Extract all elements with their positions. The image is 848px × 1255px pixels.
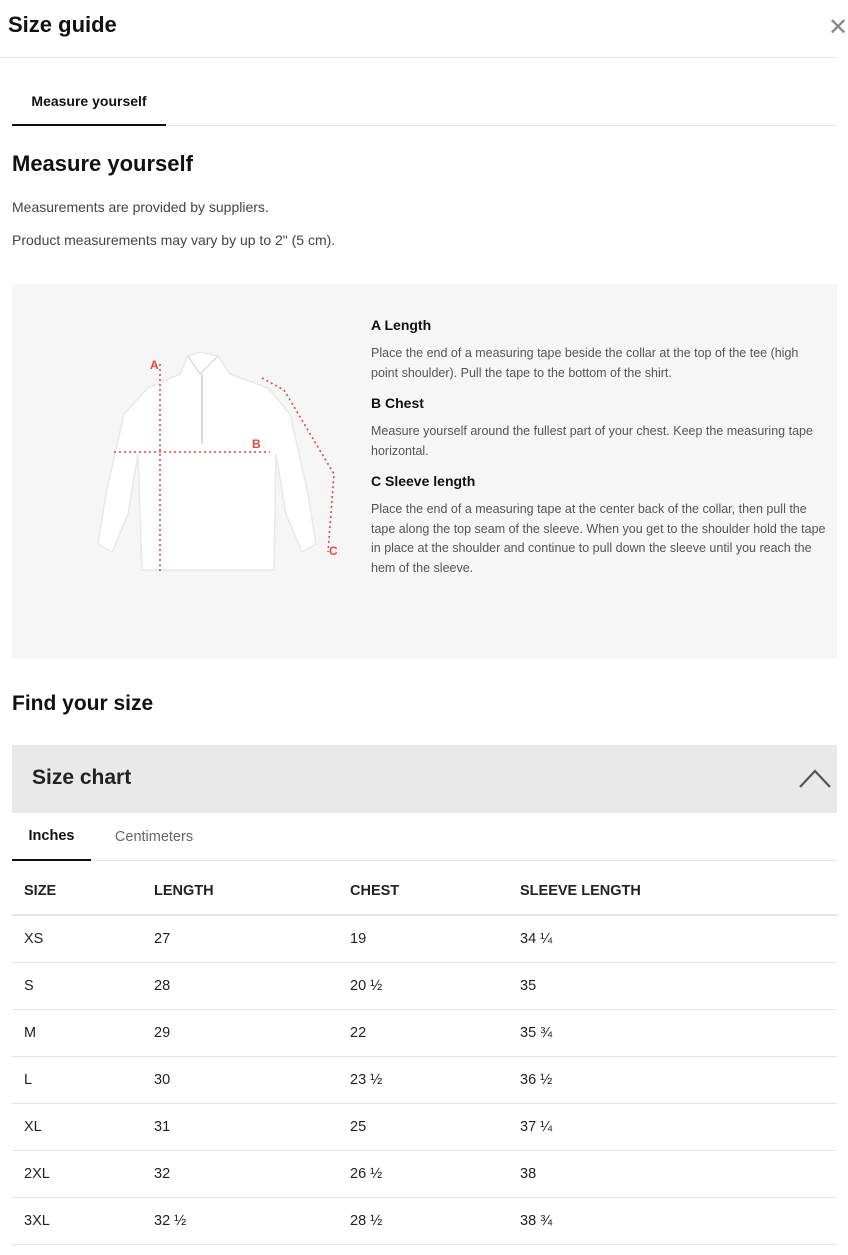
- table-cell: 2XL: [12, 1150, 154, 1197]
- modal-title: Size guide: [8, 12, 117, 37]
- table-cell: 19: [350, 915, 520, 962]
- table-row: [12, 1009, 837, 1056]
- size-table: [12, 868, 837, 1245]
- table-cell: 37 ¼: [520, 1103, 837, 1150]
- table-cell: XS: [12, 915, 154, 962]
- table-cell: 26 ½: [350, 1150, 520, 1197]
- table-row: [12, 1103, 837, 1150]
- table-cell: 38: [520, 1150, 837, 1197]
- table-cell: 27: [154, 915, 350, 962]
- find-size-title: Find your size: [12, 692, 154, 715]
- table-cell: 25: [350, 1103, 520, 1150]
- table-cell: 23 ½: [350, 1056, 520, 1103]
- table-cell: 22: [350, 1009, 520, 1056]
- modal-header: [0, 0, 848, 58]
- table-cell: 36 ½: [520, 1056, 837, 1103]
- unit-tabs: [12, 813, 837, 861]
- table-cell: 32 ½: [154, 1197, 350, 1244]
- size-chart-accordion[interactable]: [12, 745, 837, 813]
- table-row: [12, 1150, 837, 1197]
- variance-note: Product measurements may vary by up to 2" (5 cm).: [12, 232, 336, 248]
- length-description: Place the end of a measuring tape beside the collar at the top of the tee (high point shoulder). Pull the tape to the bottom of the shirt.: [371, 346, 799, 380]
- table-cell: 35 ¾: [520, 1009, 837, 1056]
- supplier-note: Measurements are provided by suppliers.: [12, 199, 269, 215]
- label-c: C: [329, 544, 338, 558]
- table-cell: 31: [154, 1103, 350, 1150]
- shirt-diagram: [50, 344, 360, 584]
- table-row: [12, 962, 837, 1009]
- table-header-row: [12, 868, 837, 915]
- tab-measure-yourself[interactable]: Measure yourself: [12, 78, 166, 126]
- table-cell: 20 ½: [350, 962, 520, 1009]
- sleeve-title: C Sleeve length: [371, 473, 476, 489]
- tab-inches[interactable]: Inches: [12, 813, 91, 861]
- close-icon[interactable]: ✕: [828, 14, 848, 41]
- table-cell: M: [12, 1009, 154, 1056]
- measurement-instructions: [371, 317, 826, 590]
- table-cell: 29: [154, 1009, 350, 1056]
- tab-centimeters[interactable]: Centimeters: [114, 829, 194, 845]
- column-header: SIZE: [12, 868, 154, 915]
- table-cell: L: [12, 1056, 154, 1103]
- table-cell: 32: [154, 1150, 350, 1197]
- table-cell: 28 ½: [350, 1197, 520, 1244]
- size-chart-title: Size chart: [32, 766, 132, 789]
- table-row: [12, 1197, 837, 1244]
- table-cell: XL: [12, 1103, 154, 1150]
- table-cell: S: [12, 962, 154, 1009]
- section-title: Measure yourself: [12, 151, 193, 176]
- chest-description: Measure yourself around the fullest part of your chest. Keep the measuring tape horizontal.: [371, 424, 813, 458]
- chest-title: B Chest: [371, 395, 424, 411]
- table-cell: 30: [154, 1056, 350, 1103]
- chevron-up-icon[interactable]: [798, 765, 832, 791]
- table-cell: 38 ¾: [520, 1197, 837, 1244]
- length-title: A Length: [371, 317, 432, 333]
- column-header: SLEEVE LENGTH: [520, 868, 837, 915]
- table-cell: 3XL: [12, 1197, 154, 1244]
- sleeve-description: Place the end of a measuring tape at the center back of the collar, then pull the tape along the top seam of the sleeve. When you get to the shoulder hold the tape in place at the shoulder and continue to pull down the sleeve until you reach the hem of the sleeve.: [371, 502, 826, 575]
- label-a: A: [150, 358, 159, 372]
- column-header: CHEST: [350, 868, 520, 915]
- table-cell: 28: [154, 962, 350, 1009]
- measurement-panel: [12, 284, 837, 659]
- table-cell: 35: [520, 962, 837, 1009]
- table-row: [12, 1056, 837, 1103]
- table-row: [12, 915, 837, 962]
- guide-tabs: [12, 78, 837, 126]
- label-b: B: [252, 437, 261, 451]
- table-cell: 34 ¼: [520, 915, 837, 962]
- column-header: LENGTH: [154, 868, 350, 915]
